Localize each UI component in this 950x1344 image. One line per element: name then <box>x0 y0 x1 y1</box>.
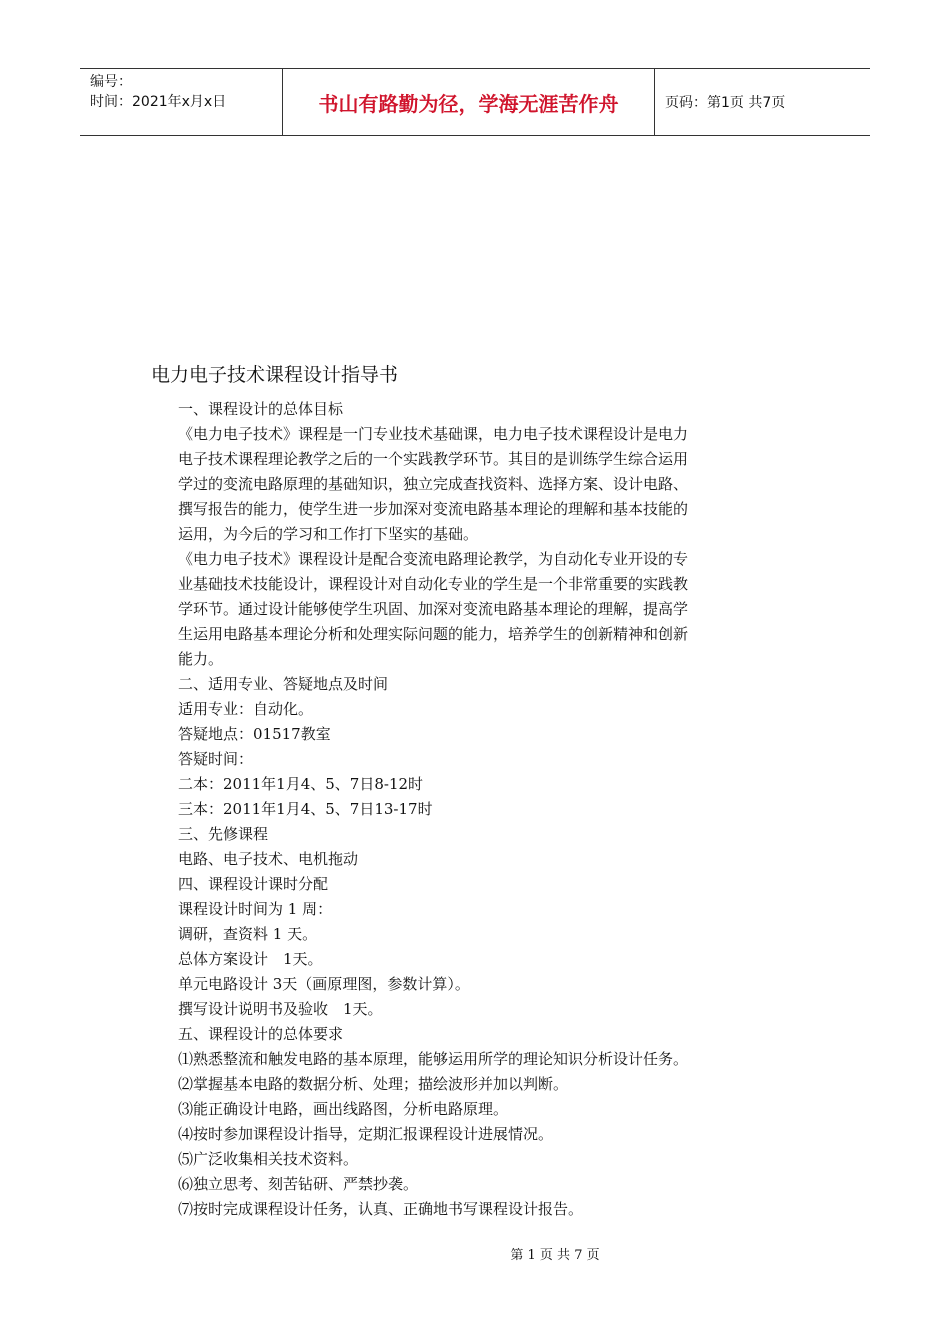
header-motto: 书山有路勤为径，学海无涯苦作舟 <box>283 69 655 135</box>
page-header <box>80 68 870 136</box>
body-line: 电路、电子技术、电机拖动 <box>178 850 359 868</box>
body-line: 运用，为今后的学习和工作打下坚实的基础。 <box>178 525 479 543</box>
body-line: 三、先修课程 <box>178 825 269 843</box>
body-line: 课程设计时间为 1 周： <box>178 900 333 918</box>
body-line: ⑶能正确设计电路，画出线路图，分析电路原理。 <box>178 1100 509 1118</box>
body-line: 撰写设计说明书及验收 1天。 <box>178 1000 383 1018</box>
body-line: 适用专业：自动化。 <box>178 700 314 718</box>
document-title: 电力电子技术课程设计指导书 <box>151 364 399 386</box>
body-line: 《电力电子技术》课程是一门专业技术基础课，电力电子技术课程设计是电力 <box>178 425 689 443</box>
body-line: ⑵掌握基本电路的数据分析、处理；描绘波形并加以判断。 <box>178 1075 569 1093</box>
body-line: 总体方案设计 1天。 <box>178 950 323 968</box>
body-line: 调研，查资料 1 天。 <box>178 925 318 943</box>
body-line: 学环节。通过设计能够使学生巩固、加深对变流电路基本理论的理解，提高学 <box>178 600 689 618</box>
body-line: 答疑时间： <box>178 750 254 768</box>
body-line: 答疑地点：01517教室 <box>178 725 331 743</box>
body-line: ⑹独立思考、刻苦钻研、严禁抄袭。 <box>178 1175 419 1193</box>
header-info-cell <box>80 69 283 135</box>
body-line: 电子技术课程理论教学之后的一个实践教学环节。其目的是训练学生综合运用 <box>178 450 689 468</box>
body-line: 五、课程设计的总体要求 <box>178 1025 344 1043</box>
body-line: 单元电路设计 3天（画原理图，参数计算）。 <box>178 975 470 993</box>
body-line: 学过的变流电路原理的基础知识，独立完成查找资料、选择方案、设计电路、 <box>178 475 689 493</box>
body-line: ⑷按时参加课程设计指导，定期汇报课程设计进展情况。 <box>178 1125 554 1143</box>
body-line: 撰写报告的能力，使学生进一步加深对变流电路基本理论的理解和基本技能的 <box>178 500 689 518</box>
body-line: ⑴熟悉整流和触发电路的基本原理，能够运用所学的理论知识分析设计任务。 <box>178 1050 689 1068</box>
body-line: ⑺按时完成课程设计任务，认真、正确地书写课程设计报告。 <box>178 1200 584 1218</box>
document-time-label: 时间：2021年x月x日 <box>90 94 227 110</box>
body-line: 二本：2011年1月4、5、7日8-12时 <box>178 775 424 793</box>
body-line: ⑸广泛收集相关技术资料。 <box>178 1150 359 1168</box>
body-line: 生运用电路基本理论分析和处理实际问题的能力，培养学生的创新精神和创新 <box>178 625 689 643</box>
body-line: 二、适用专业、答疑地点及时间 <box>178 675 389 693</box>
header-page-number: 页码：第1页 共7页 <box>665 95 786 111</box>
body-line: 《电力电子技术》课程设计是配合变流电路理论教学，为自动化专业开设的专 <box>178 550 689 568</box>
body-line: 业基础技术技能设计，课程设计对自动化专业的学生是一个非常重要的实践教 <box>178 575 689 593</box>
body-line: 四、课程设计课时分配 <box>178 875 329 893</box>
document-number-label: 编号： <box>90 74 132 90</box>
page-footer: 第 1 页 共 7 页 <box>510 1248 600 1263</box>
body-line: 一、课程设计的总体目标 <box>178 400 344 418</box>
body-line: 能力。 <box>178 650 224 668</box>
body-line: 三本：2011年1月4、5、7日13-17时 <box>178 800 433 818</box>
document-body <box>178 397 756 1222</box>
